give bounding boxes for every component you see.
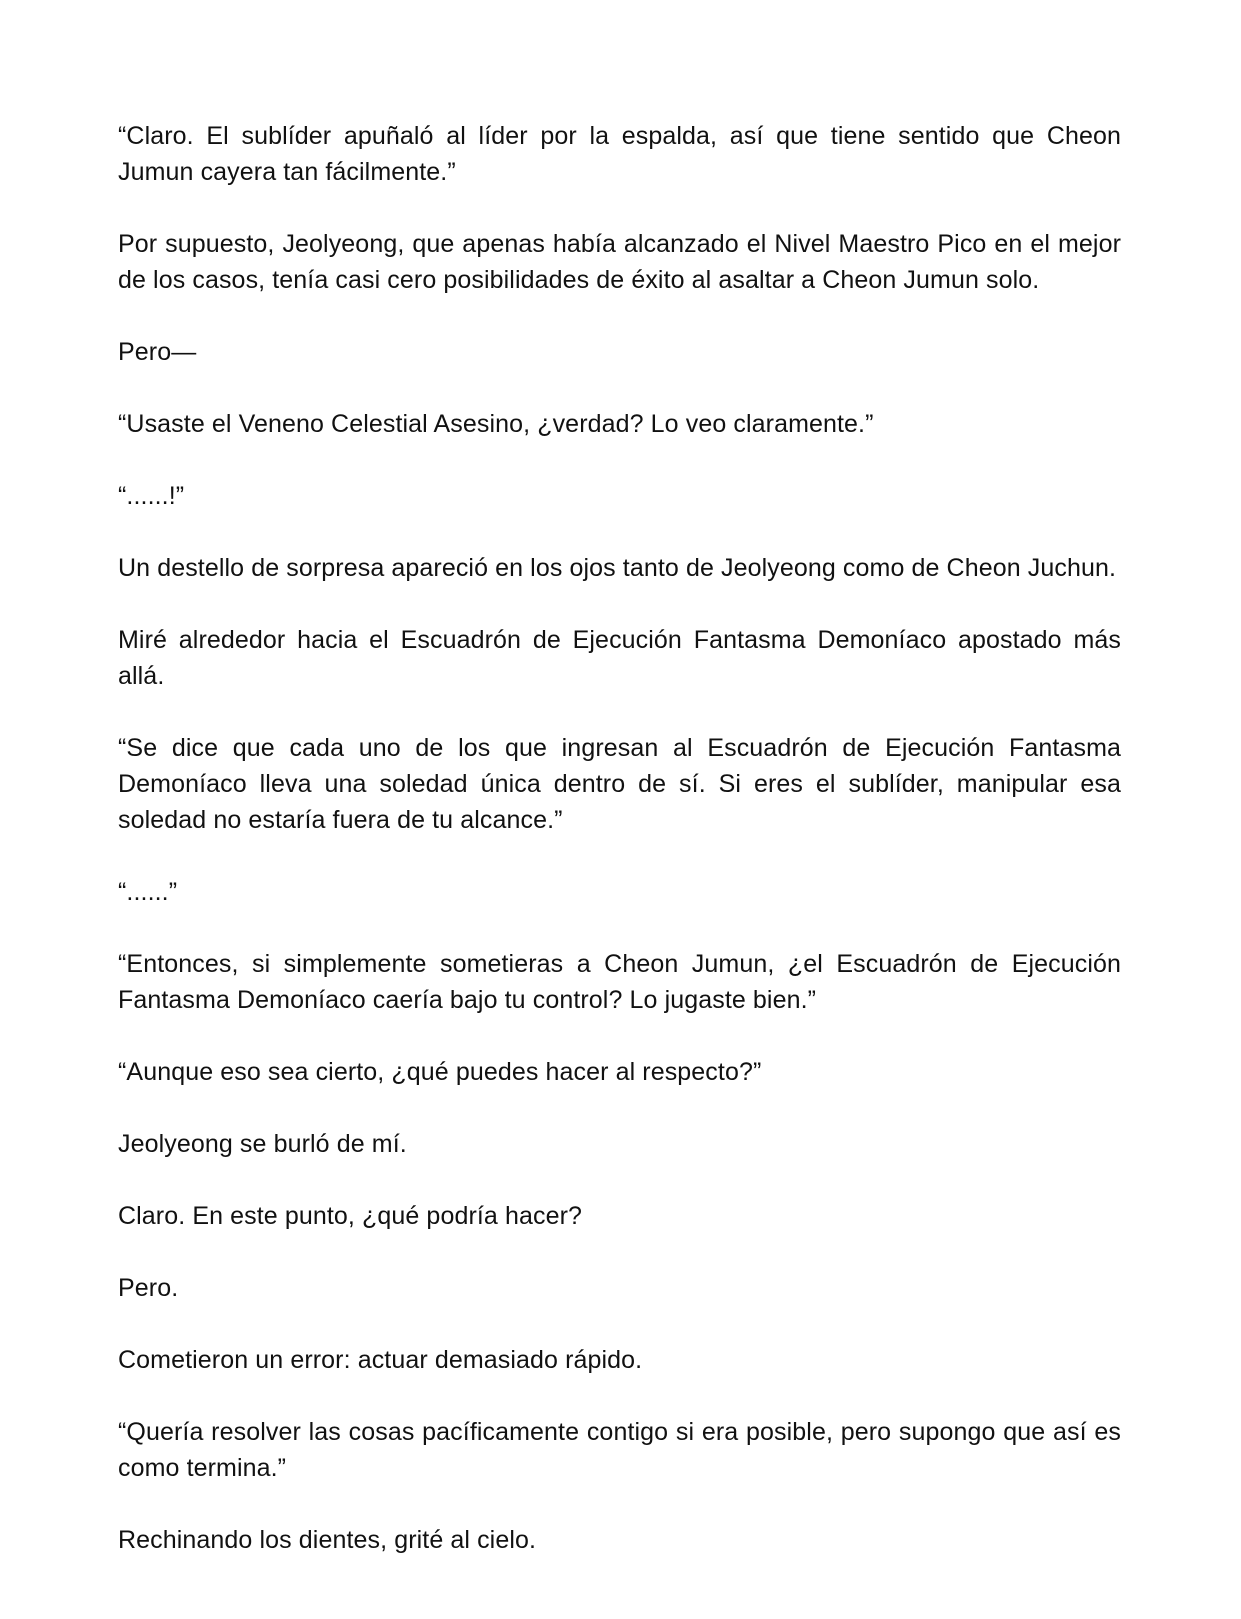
paragraph: “......” (118, 878, 178, 906)
paragraph: “Quería resolver las cosas pacíficamente contigo si era posible, pero supongo que así es como termina.” (118, 1418, 1121, 1482)
paragraph: Pero. (118, 1274, 179, 1302)
paragraph: Pero— (118, 338, 197, 366)
paragraph: Cometieron un error: actuar demasiado rápido. (118, 1346, 643, 1374)
paragraph: Jeolyeong se burló de mí. (118, 1130, 407, 1158)
paragraph: “......!” (118, 482, 185, 510)
paragraph: “Se dice que cada uno de los que ingresan al Escuadrón de Ejecución Fantasma Demoníaco lleva una soledad única dentro de sí. Si eres el sublíder, manipular esa soledad no estaría fuera de tu alcance.” (118, 734, 1121, 834)
paragraph: “Aunque eso sea cierto, ¿qué puedes hacer al respecto?” (118, 1058, 762, 1086)
page-body (118, 118, 1121, 1594)
paragraph: “Claro. El sublíder apuñaló al líder por la espalda, así que tiene sentido que Cheon Jumun cayera tan fácilmente.” (118, 122, 1121, 186)
paragraph: Miré alrededor hacia el Escuadrón de Ejecución Fantasma Demoníaco apostado más allá. (118, 626, 1121, 690)
paragraph: “Usaste el Veneno Celestial Asesino, ¿verdad? Lo veo claramente.” (118, 410, 874, 438)
paragraph: “Entonces, si simplemente sometieras a Cheon Jumun, ¿el Escuadrón de Ejecución Fantasma Demoníaco caería bajo tu control? Lo jugaste bien.” (118, 950, 1121, 1014)
paragraph: Claro. En este punto, ¿qué podría hacer? (118, 1202, 583, 1230)
paragraph: Un destello de sorpresa apareció en los ojos tanto de Jeolyeong como de Cheon Juchun. (118, 554, 1117, 582)
paragraph: Rechinando los dientes, grité al cielo. (118, 1526, 537, 1554)
paragraph: Por supuesto, Jeolyeong, que apenas había alcanzado el Nivel Maestro Pico en el mejor de los casos, tenía casi cero posibilidades de éxito al asaltar a Cheon Jumun solo. (118, 230, 1121, 294)
